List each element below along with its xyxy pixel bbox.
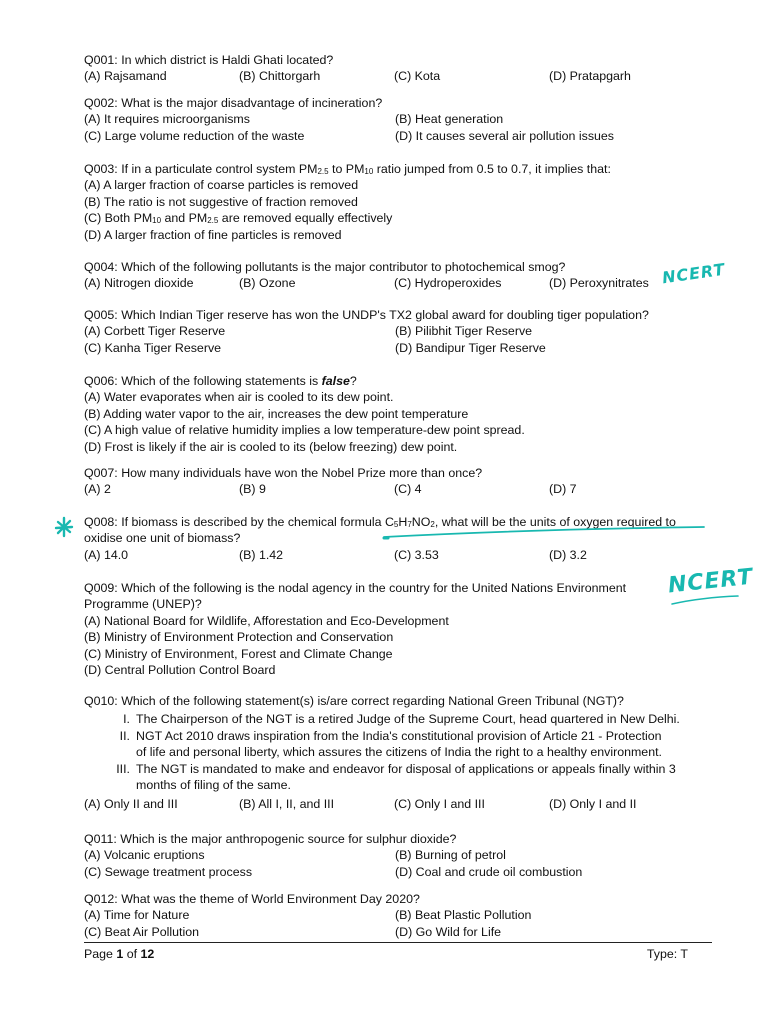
option-d: (D) Central Pollution Control Board — [84, 662, 276, 677]
option-d: (D) It causes several air pollution issues — [395, 128, 614, 143]
option-c: (C) 4 — [394, 482, 422, 497]
option-c: (C) Beat Air Pollution — [84, 924, 200, 939]
option-c: (C) Kanha Tiger Reserve — [84, 340, 222, 355]
question-text: Q003: If in a particulate control system PM2.5 to PM10 ratio jumped from 0.5 to 0.7, it implies that: — [84, 162, 611, 176]
star-icon — [56, 518, 72, 536]
option-c: (C) Both PM10 and PM2.5 are removed equally effectively — [84, 211, 393, 226]
statement-item: II. NGT Act 2010 draws inspiration from the India's constitutional provision of Article 21 - Protection of life and personal liberty, which assures the citizens of India the right to a healthy environment. — [119, 728, 662, 760]
option-b: (B) Heat generation — [395, 112, 504, 127]
question-5 — [84, 307, 706, 356]
question-10 — [84, 693, 704, 813]
option-c: (C) 3.53 — [394, 547, 439, 562]
option-d: (D) Go Wild for Life — [395, 924, 502, 939]
option-b: (B) All I, II, and III — [239, 797, 335, 812]
option-c: (C) Ministry of Environment, Forest and Climate Change — [84, 646, 393, 661]
option-c: (C) Large volume reduction of the waste — [84, 128, 305, 143]
option-d: (D) 7 — [549, 482, 577, 497]
option-b: (B) Ozone — [239, 276, 296, 291]
option-b: (B) Burning of petrol — [395, 848, 506, 863]
question-text: Q005: Which Indian Tiger reserve has won the UNDP's TX2 global award for doubling tiger population? — [84, 308, 649, 322]
option-a: (A) Volcanic eruptions — [84, 848, 205, 863]
option-a: (A) A larger fraction of coarse particles is removed — [84, 178, 359, 193]
question-text: Q009: Which of the following is the nodal agency in the country for the United Nations Environment — [84, 581, 627, 595]
question-6 — [84, 373, 525, 455]
option-d: (D) 3.2 — [549, 547, 587, 562]
option-d: (D) A larger fraction of fine particles is removed — [84, 227, 342, 242]
question-1 — [84, 52, 704, 85]
option-b: (B) Beat Plastic Pollution — [395, 908, 532, 923]
question-2 — [84, 95, 706, 144]
option-c: (C) Sewage treatment process — [84, 864, 253, 879]
question-text: Q010: Which of the following statement(s) is/are correct regarding National Green Tribunal (NGT)? — [84, 694, 624, 708]
question-text: Q008: If biomass is described by the chemical formula C5H7NO2, what will be the units of oxygen required to — [84, 515, 676, 529]
option-d: (D) Peroxynitrates — [549, 276, 649, 291]
statement-list — [84, 711, 704, 793]
option-b: (B) Ministry of Environment Protection and Conservation — [84, 630, 394, 645]
option-c: (C) Hydroperoxides — [394, 276, 502, 291]
option-b: (B) Adding water vapor to the air, increases the dew point temperature — [84, 406, 469, 421]
statement-item: III. The NGT is mandated to make and endeavor for disposal of applications or appeals finally within 3 months of filing of the same. — [116, 761, 676, 792]
handwritten-underline — [672, 596, 738, 604]
question-text: Q011: Which is the major anthropogenic source for sulphur dioxide? — [84, 832, 457, 846]
question-9 — [84, 580, 626, 678]
question-3 — [84, 161, 611, 243]
option-a: (A) 2 — [84, 482, 111, 497]
handwritten-note-ncert: NCERT — [660, 259, 727, 288]
question-text-continued: oxidise one unit of biomass? — [84, 531, 241, 546]
option-a: (A) Corbett Tiger Reserve — [84, 324, 226, 339]
question-text: Q004: Which of the following pollutants is the major contributor to photochemical smog? — [84, 260, 566, 274]
question-12 — [84, 891, 706, 940]
question-text: Q002: What is the major disadvantage of incineration? — [84, 96, 383, 110]
option-a: (A) Nitrogen dioxide — [84, 276, 194, 291]
question-text: Q012: What was the theme of World Environment Day 2020? — [84, 892, 420, 906]
option-b: (B) Pilibhit Tiger Reserve — [395, 324, 533, 339]
option-b: (B) 9 — [239, 482, 266, 497]
question-11 — [84, 831, 706, 880]
option-a: (A) 14.0 — [84, 547, 129, 562]
option-d: (D) Only I and II — [549, 797, 637, 812]
option-a: (A) It requires microorganisms — [84, 112, 250, 127]
option-a: (A) Water evaporates when air is cooled to its dew point. — [84, 390, 394, 405]
option-d: (D) Pratapgarh — [549, 69, 631, 84]
option-a: (A) Time for Nature — [84, 908, 190, 923]
option-d: (D) Bandipur Tiger Reserve — [395, 340, 546, 355]
page-number: Page 1 of 12 — [84, 947, 155, 961]
question-type: Type: T — [646, 947, 688, 961]
option-a: (A) National Board for Wildlife, Afforestation and Eco-Development — [84, 613, 449, 628]
option-c: (C) Only I and III — [394, 797, 485, 812]
question-8 — [84, 514, 704, 563]
question-text: Q006: Which of the following statements is false? — [84, 374, 357, 388]
option-c: (C) Kota — [394, 69, 441, 84]
question-7 — [84, 465, 704, 498]
question-text-continued: Programme (UNEP)? — [84, 597, 202, 612]
option-c: (C) A high value of relative humidity implies a low temperature-dew point spread. — [84, 423, 525, 438]
option-b: (B) 1.42 — [239, 547, 284, 562]
option-a: (A) Rajsamand — [84, 69, 167, 84]
question-4 — [84, 259, 704, 292]
option-b: (B) Chittorgarh — [239, 69, 321, 84]
option-a: (A) Only II and III — [84, 797, 178, 812]
question-text: Q007: How many individuals have won the Nobel Prize more than once? — [84, 466, 483, 480]
option-b: (B) The ratio is not suggestive of fraction removed — [84, 194, 358, 209]
statement-item: I. The Chairperson of the NGT is a retired Judge of the Supreme Court, head quartered in New Delhi. — [123, 712, 680, 727]
option-d: (D) Coal and crude oil combustion — [395, 864, 583, 879]
page-footer — [84, 942, 712, 962]
handwritten-note-ncert: NCERT — [666, 564, 755, 599]
option-d: (D) Frost is likely if the air is cooled to its (below freezing) dew point. — [84, 439, 458, 454]
question-text: Q001: In which district is Haldi Ghati located? — [84, 53, 334, 67]
